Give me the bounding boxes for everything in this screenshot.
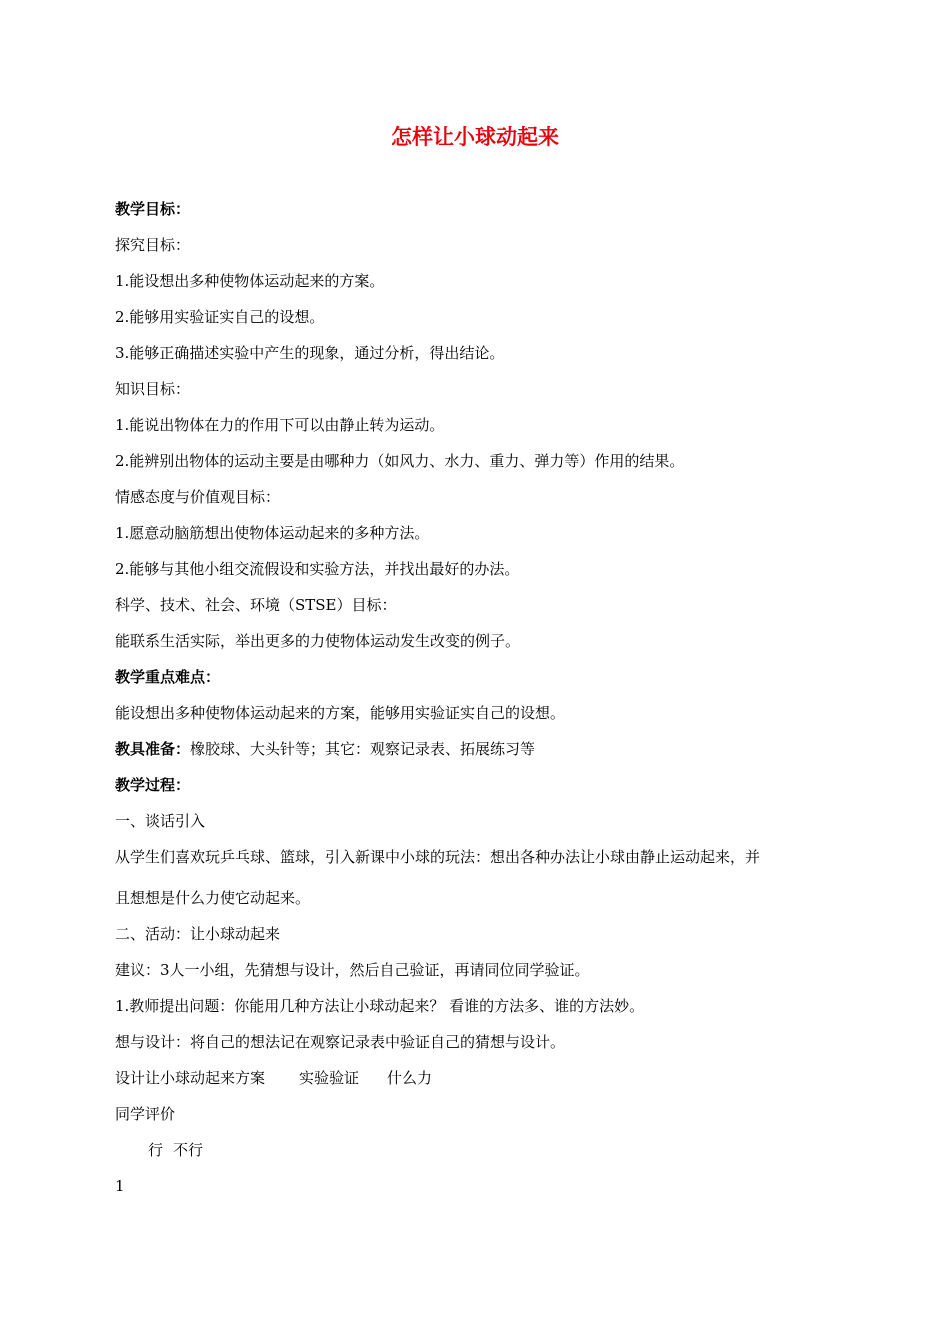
subheading-activity: 二、活动：让小球动起来 — [115, 925, 281, 943]
eval-no: 不行 — [173, 1141, 204, 1159]
section-heading-teaching-goals: 教学目标： — [115, 200, 191, 218]
paragraph: 2.能辨别出物体的运动主要是由哪种力（如风力、水力、重力、弹力等）作用的结果。 — [115, 452, 685, 470]
paragraph: 1.能设想出多种使物体运动起来的方案。 — [115, 272, 385, 290]
paragraph: 1.教师提出问题：你能用几种方法让小球动起来？ 看谁的方法多、谁的方法妙。 — [115, 997, 645, 1015]
paragraph: 2.能够用实验证实自己的设想。 — [115, 308, 325, 326]
table-col-verify: 实验验证 — [299, 1069, 360, 1087]
record-table-header — [115, 1067, 432, 1089]
paragraph: 1.能说出物体在力的作用下可以由静止转为运动。 — [115, 416, 445, 434]
paragraph: 2.能够与其他小组交流假设和实验方法，并找出最好的办法。 — [115, 560, 520, 578]
teaching-aids-label: 教具准备： — [115, 740, 191, 758]
subheading-attitude-goals: 情感态度与价值观目标： — [115, 488, 281, 506]
peer-evaluation-label: 同学评价 — [115, 1105, 176, 1123]
paragraph: 3.能够正确描述实验中产生的现象，通过分析，得出结论。 — [115, 344, 505, 362]
page-number: 1 — [115, 1177, 125, 1195]
paragraph: 从学生们喜欢玩乒乓球、篮球，引入新课中小球的玩法：想出各种办法让小球由静止运动起来，并 — [115, 848, 761, 866]
subheading-stse-goals: 科学、技术、社会、环境（STSE）目标： — [115, 596, 397, 614]
teaching-aids-text: 橡胶球、大头针等；其它：观察记录表、拓展练习等 — [190, 740, 536, 758]
eval-yes: 行 — [148, 1141, 164, 1159]
teaching-aids-line — [115, 738, 535, 760]
subheading-intro: 一、谈话引入 — [115, 812, 206, 830]
paragraph: 1.愿意动脑筋想出使物体运动起来的多种方法。 — [115, 524, 430, 542]
subheading-knowledge-goals: 知识目标： — [115, 380, 191, 398]
paragraph: 且想想是什么力使它动起来。 — [115, 889, 311, 907]
paragraph: 想与设计：将自己的想法记在观察记录表中验证自己的猜想与设计。 — [115, 1033, 566, 1051]
evaluation-options — [148, 1139, 203, 1161]
paragraph: 能设想出多种使物体运动起来的方案，能够用实验证实自己的设想。 — [115, 704, 566, 722]
section-heading-key-points: 教学重点难点： — [115, 668, 221, 686]
subheading-inquiry-goals: 探究目标： — [115, 236, 191, 254]
table-col-plan: 设计让小球动起来方案 — [115, 1069, 266, 1087]
paragraph: 建议：3人一小组，先猜想与设计，然后自己验证，再请同位同学验证。 — [115, 961, 590, 979]
section-heading-process: 教学过程： — [115, 776, 191, 794]
table-col-force: 什么力 — [387, 1069, 433, 1087]
document-title: 怎样让小球动起来 — [391, 125, 559, 149]
paragraph: 能联系生活实际，举出更多的力使物体运动发生改变的例子。 — [115, 632, 521, 650]
